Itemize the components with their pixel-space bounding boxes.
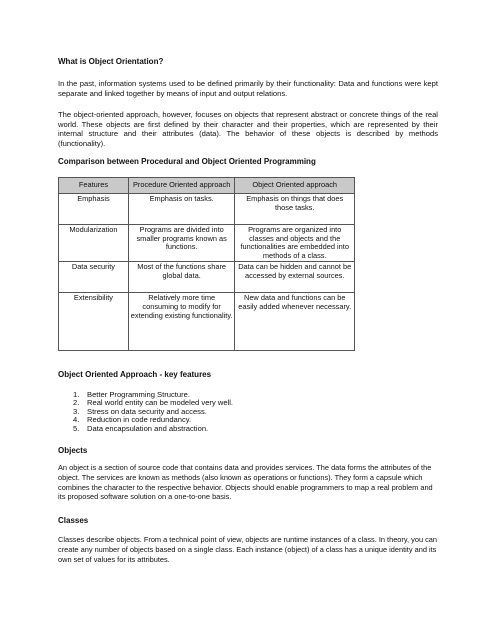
comparison-table (58, 177, 355, 351)
table-cell: Emphasis on things that does those tasks. (235, 194, 355, 225)
table-cell: Most of the functions share global data. (128, 262, 235, 293)
list-item-text: Data encapsulation and abstraction. (87, 423, 209, 433)
classes-heading: Classes (58, 516, 89, 525)
objects-paragraph: An object is a section of source code that contains data and provides services. The data forms the attributes of the object. The services are known as methods (also known as operations or functions). They form a capsule which combines the character to the respective behavior. Objects should enable programmers to map a real problem and its proposed software solution on a one-to-one basis. (58, 463, 433, 502)
table-cell: Relatively more time consuming to modify for extending existing functionality. (128, 293, 235, 351)
list-item-number: 3. (73, 406, 80, 416)
list-item-text: Better Programming Structure. (87, 390, 190, 399)
table-row (59, 262, 355, 293)
table-cell: Programs are organized into classes and objects and the functionalities are embedded into methods of a class. (235, 225, 355, 262)
table-cell: Extensibility (59, 293, 129, 351)
comparison-heading: Comparison between Procedural and Object Oriented Programming (58, 157, 316, 166)
table-row (59, 293, 355, 351)
table-cell: Data can be hidden and cannot be accessed by external sources. (235, 262, 355, 293)
list-item-text: Reduction in code redundancy. (87, 415, 192, 425)
section-title: What is Object Orientation? (58, 57, 164, 66)
table-cell: Modularization (59, 225, 129, 262)
intro-paragraph: In the past, information systems used to be defined primarily by their functionality: Data and functions were kept separate and linked together by means of input and output relations. (58, 79, 438, 98)
table-cell: Emphasis on tasks. (128, 194, 235, 225)
table-header-cell: Object Oriented approach (235, 178, 355, 194)
classes-paragraph: Classes describe objects. From a technical point of view, objects are runtime instances of a class. In theory, you can create any number of objects based on a single class. Each instance (object) of a class has a unique identity and its own set of values for its attributes. (58, 535, 438, 564)
list-item-number: 1. (73, 390, 80, 399)
list-item-number: 2. (73, 398, 80, 408)
table-cell: Emphasis (59, 194, 129, 225)
object-oriented-paragraph: The object-oriented approach, however, focuses on objects that represent abstract or concrete things of the real world. These objects are first defined by their character and their properties, which are represented by their internal structure and their attributes (data). The behavior of these objects is described by methods (functionality). (58, 110, 438, 148)
table-row (59, 194, 355, 225)
objects-heading: Objects (58, 446, 88, 455)
list-item-number: 4. (73, 415, 80, 425)
key-features-heading: Object Oriented Approach - key features (58, 370, 212, 379)
table-cell: Programs are divided into smaller programs known as functions. (128, 225, 235, 262)
table-header-cell: Procedure Oriented approach (128, 178, 235, 194)
table-header-cell: Features (59, 178, 129, 194)
table-row (59, 225, 355, 262)
list-item (58, 425, 358, 433)
table-cell: Data security (59, 262, 129, 293)
key-features-list (58, 391, 358, 433)
list-item-text: Real world entity can be modeled very well. (87, 398, 234, 408)
table-header-row (59, 178, 355, 194)
table-cell: New data and functions can be easily added whenever necessary. (235, 293, 355, 351)
list-item-number: 5. (73, 423, 80, 433)
list-item-text: Stress on data security and access. (87, 406, 207, 416)
